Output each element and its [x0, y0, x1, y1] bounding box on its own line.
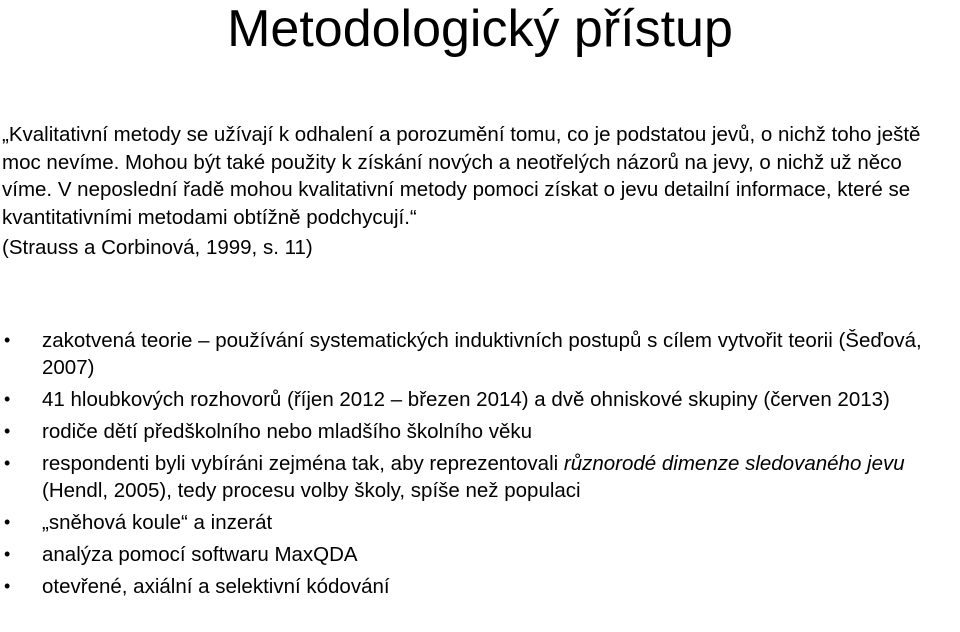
bullet-text: „sněhová koule“ a inzerát: [42, 511, 273, 534]
quote-block: [2, 121, 952, 262]
quote-text: „Kvalitativní metody se užívají k odhalení a porozumění tomu, co je podstatou jevů, o nichž toho ještě moc nevíme. Mohou být také použity k získání nových a neotřelých názorů na jevy, o nichž už něco víme. V neposlední řadě mohou kvalitativní metody pomoci získat o jevu detailní informace, které se kvantitativními metodami obtížně podchycují.“: [2, 123, 921, 229]
bullet-item: [0, 386, 958, 413]
bullet-item: [0, 573, 958, 600]
bullet-text-post: (Hendl, 2005), tedy procesu volby školy, spíše než populaci: [42, 479, 581, 502]
bullet-text: zakotvená teorie – používání systematických induktivních postupů s cílem vytvořit teorii (Šeďová, 2007): [42, 329, 922, 379]
bullet-item: [0, 509, 958, 536]
bullet-list: [0, 327, 958, 605]
bullet-dot-icon: •: [4, 576, 11, 596]
bullet-text: 41 hloubkových rozhovorů (říjen 2012 – březen 2014) a dvě ohniskové skupiny (červen 2013): [42, 388, 890, 411]
bullet-text-emphasis: různorodé dimenze sledovaného jevu: [563, 452, 905, 475]
bullet-text: rodiče dětí předškolního nebo mladšího školního věku: [42, 420, 533, 443]
bullet-dot-icon: •: [4, 389, 11, 409]
bullet-item: [0, 327, 958, 381]
bullet-dot-icon: •: [4, 330, 11, 350]
bullet-dot-icon: •: [4, 453, 11, 473]
bullet-item: [0, 450, 958, 504]
bullet-text: analýza pomocí softwaru MaxQDA: [42, 543, 358, 566]
bullet-dot-icon: •: [4, 421, 11, 441]
bullet-item: [0, 541, 958, 568]
bullet-dot-icon: •: [4, 544, 11, 564]
bullet-text-pre: respondenti byli vybíráni zejména tak, aby reprezentovali: [42, 452, 564, 475]
slide-title: Metodologický přístup: [227, 0, 733, 58]
bullet-item: [0, 418, 958, 445]
bullet-text: otevřené, axiální a selektivní kódování: [42, 575, 390, 598]
bullet-dot-icon: •: [4, 512, 11, 532]
quote-citation: (Strauss a Corbinová, 1999, s. 11): [2, 236, 313, 259]
